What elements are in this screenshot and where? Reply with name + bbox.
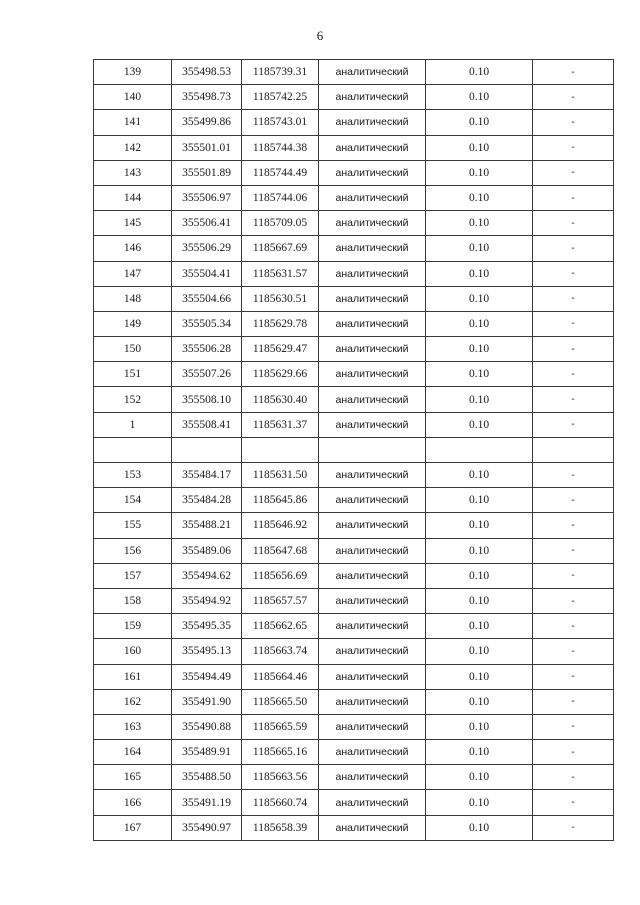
x-coordinate-cell: 355488.50: [172, 765, 242, 790]
x-coordinate-cell: 355504.66: [172, 286, 242, 311]
x-coordinate-cell: 355488.21: [172, 513, 242, 538]
accuracy-cell: 0.10: [426, 790, 533, 815]
method-cell: аналитический: [319, 563, 426, 588]
y-coordinate-cell: 1185744.06: [242, 185, 319, 210]
x-coordinate-cell: 355505.34: [172, 311, 242, 336]
point-number-cell: 157: [94, 563, 172, 588]
x-coordinate-cell: 355506.41: [172, 211, 242, 236]
table-row: [94, 236, 614, 261]
note-cell: -: [533, 488, 614, 513]
table-row: [94, 563, 614, 588]
table-row: [94, 488, 614, 513]
point-number-cell: 146: [94, 236, 172, 261]
method-cell: аналитический: [319, 110, 426, 135]
accuracy-cell: 0.10: [426, 588, 533, 613]
note-cell: -: [533, 362, 614, 387]
y-coordinate-cell: 1185631.50: [242, 463, 319, 488]
y-coordinate-cell: 1185743.01: [242, 110, 319, 135]
table-row: [94, 185, 614, 210]
x-coordinate-cell: 355501.89: [172, 160, 242, 185]
point-number-cell: 144: [94, 185, 172, 210]
accuracy-cell: 0.10: [426, 85, 533, 110]
note-cell: -: [533, 714, 614, 739]
accuracy-cell: 0.10: [426, 387, 533, 412]
table-row: [94, 614, 614, 639]
point-number-cell: 142: [94, 135, 172, 160]
accuracy-cell: 0.10: [426, 286, 533, 311]
table-row: [94, 765, 614, 790]
x-coordinate-cell: 355494.92: [172, 588, 242, 613]
x-coordinate-cell: 355491.19: [172, 790, 242, 815]
method-cell: аналитический: [319, 160, 426, 185]
note-cell: -: [533, 110, 614, 135]
method-cell: аналитический: [319, 815, 426, 840]
point-number-cell: 161: [94, 664, 172, 689]
table-row: [94, 513, 614, 538]
method-cell: аналитический: [319, 588, 426, 613]
accuracy-cell: 0.10: [426, 412, 533, 437]
table-row: [94, 337, 614, 362]
accuracy-cell: 0.10: [426, 740, 533, 765]
point-number-cell: 153: [94, 463, 172, 488]
method-cell: аналитический: [319, 387, 426, 412]
accuracy-cell: 0.10: [426, 463, 533, 488]
point-number-cell: 148: [94, 286, 172, 311]
method-cell: аналитический: [319, 639, 426, 664]
point-number-cell: 159: [94, 614, 172, 639]
method-cell: аналитический: [319, 513, 426, 538]
method-cell: аналитический: [319, 60, 426, 85]
x-coordinate-cell: 355484.28: [172, 488, 242, 513]
table-row: [94, 463, 614, 488]
point-number-cell: 141: [94, 110, 172, 135]
y-coordinate-cell: 1185665.59: [242, 714, 319, 739]
method-cell: аналитический: [319, 362, 426, 387]
table-row: [94, 211, 614, 236]
x-coordinate-cell: 355491.90: [172, 689, 242, 714]
point-number-cell: 150: [94, 337, 172, 362]
accuracy-cell: 0.10: [426, 488, 533, 513]
y-coordinate-cell: 1185629.66: [242, 362, 319, 387]
y-coordinate-cell: 1185663.74: [242, 639, 319, 664]
table-row: [94, 110, 614, 135]
method-cell: аналитический: [319, 412, 426, 437]
note-cell: -: [533, 412, 614, 437]
accuracy-cell: 0.10: [426, 714, 533, 739]
note-cell: -: [533, 236, 614, 261]
y-coordinate-cell: 1185658.39: [242, 815, 319, 840]
x-coordinate-cell: 355495.35: [172, 614, 242, 639]
note-cell: -: [533, 740, 614, 765]
note-cell: -: [533, 463, 614, 488]
note-cell: -: [533, 588, 614, 613]
y-coordinate-cell: 1185631.37: [242, 412, 319, 437]
point-number-cell: 167: [94, 815, 172, 840]
point-number-cell: 163: [94, 714, 172, 739]
y-coordinate-cell: 1185742.25: [242, 85, 319, 110]
method-cell: аналитический: [319, 740, 426, 765]
accuracy-cell: 0.10: [426, 160, 533, 185]
accuracy-cell: 0.10: [426, 815, 533, 840]
method-cell: [319, 437, 426, 462]
accuracy-cell: 0.10: [426, 513, 533, 538]
method-cell: аналитический: [319, 538, 426, 563]
method-cell: аналитический: [319, 614, 426, 639]
y-coordinate-cell: 1185657.57: [242, 588, 319, 613]
note-cell: -: [533, 337, 614, 362]
method-cell: аналитический: [319, 463, 426, 488]
point-number-cell: 154: [94, 488, 172, 513]
x-coordinate-cell: 355508.41: [172, 412, 242, 437]
x-coordinate-cell: 355507.26: [172, 362, 242, 387]
accuracy-cell: 0.10: [426, 563, 533, 588]
note-cell: -: [533, 639, 614, 664]
table-row: [94, 286, 614, 311]
table-row: [94, 714, 614, 739]
point-number-cell: 147: [94, 261, 172, 286]
point-number-cell: 143: [94, 160, 172, 185]
method-cell: аналитический: [319, 135, 426, 160]
note-cell: -: [533, 387, 614, 412]
x-coordinate-cell: 355490.97: [172, 815, 242, 840]
y-coordinate-cell: 1185744.49: [242, 160, 319, 185]
accuracy-cell: 0.10: [426, 311, 533, 336]
y-coordinate-cell: 1185664.46: [242, 664, 319, 689]
method-cell: аналитический: [319, 85, 426, 110]
y-coordinate-cell: 1185631.57: [242, 261, 319, 286]
x-coordinate-cell: 355508.10: [172, 387, 242, 412]
y-coordinate-cell: 1185629.47: [242, 337, 319, 362]
note-cell: -: [533, 60, 614, 85]
point-number-cell: 158: [94, 588, 172, 613]
table-row: [94, 790, 614, 815]
table-row: [94, 160, 614, 185]
x-coordinate-cell: [172, 437, 242, 462]
point-number-cell: 155: [94, 513, 172, 538]
method-cell: аналитический: [319, 311, 426, 336]
table-row: [94, 538, 614, 563]
note-cell: -: [533, 286, 614, 311]
point-number-cell: 164: [94, 740, 172, 765]
accuracy-cell: 0.10: [426, 236, 533, 261]
point-number-cell: 156: [94, 538, 172, 563]
note-cell: -: [533, 211, 614, 236]
page-number: 6: [316, 28, 324, 43]
x-coordinate-cell: 355484.17: [172, 463, 242, 488]
y-coordinate-cell: 1185663.56: [242, 765, 319, 790]
table-row: [94, 135, 614, 160]
point-number-cell: 152: [94, 387, 172, 412]
table-row: [94, 60, 614, 85]
point-number-cell: [94, 437, 172, 462]
y-coordinate-cell: [242, 437, 319, 462]
note-cell: -: [533, 664, 614, 689]
accuracy-cell: 0.10: [426, 337, 533, 362]
y-coordinate-cell: 1185739.31: [242, 60, 319, 85]
accuracy-cell: 0.10: [426, 110, 533, 135]
point-number-cell: 166: [94, 790, 172, 815]
note-cell: -: [533, 185, 614, 210]
y-coordinate-cell: 1185665.50: [242, 689, 319, 714]
method-cell: аналитический: [319, 488, 426, 513]
point-number-cell: 165: [94, 765, 172, 790]
note-cell: -: [533, 790, 614, 815]
table-row: [94, 387, 614, 412]
x-coordinate-cell: 355504.41: [172, 261, 242, 286]
point-number-cell: 151: [94, 362, 172, 387]
method-cell: аналитический: [319, 337, 426, 362]
coordinates-table: [93, 59, 614, 841]
table-row: [94, 588, 614, 613]
table-row: [94, 362, 614, 387]
x-coordinate-cell: 355495.13: [172, 639, 242, 664]
note-cell: -: [533, 563, 614, 588]
x-coordinate-cell: 355498.53: [172, 60, 242, 85]
y-coordinate-cell: 1185662.65: [242, 614, 319, 639]
y-coordinate-cell: 1185660.74: [242, 790, 319, 815]
table-row: [94, 261, 614, 286]
note-cell: [533, 437, 614, 462]
x-coordinate-cell: 355501.01: [172, 135, 242, 160]
note-cell: -: [533, 614, 614, 639]
coordinates-table-body: [94, 60, 614, 841]
x-coordinate-cell: 355489.91: [172, 740, 242, 765]
table-row: [94, 437, 614, 462]
table-row: [94, 815, 614, 840]
note-cell: -: [533, 160, 614, 185]
note-cell: -: [533, 85, 614, 110]
accuracy-cell: 0.10: [426, 689, 533, 714]
method-cell: аналитический: [319, 790, 426, 815]
y-coordinate-cell: 1185709.05: [242, 211, 319, 236]
note-cell: -: [533, 311, 614, 336]
x-coordinate-cell: 355506.28: [172, 337, 242, 362]
note-cell: -: [533, 815, 614, 840]
table-row: [94, 740, 614, 765]
method-cell: аналитический: [319, 286, 426, 311]
y-coordinate-cell: 1185630.40: [242, 387, 319, 412]
y-coordinate-cell: 1185665.16: [242, 740, 319, 765]
note-cell: -: [533, 765, 614, 790]
x-coordinate-cell: 355499.86: [172, 110, 242, 135]
accuracy-cell: 0.10: [426, 639, 533, 664]
accuracy-cell: 0.10: [426, 261, 533, 286]
x-coordinate-cell: 355506.29: [172, 236, 242, 261]
method-cell: аналитический: [319, 185, 426, 210]
x-coordinate-cell: 355494.49: [172, 664, 242, 689]
point-number-cell: 145: [94, 211, 172, 236]
x-coordinate-cell: 355489.06: [172, 538, 242, 563]
y-coordinate-cell: 1185647.68: [242, 538, 319, 563]
x-coordinate-cell: 355494.62: [172, 563, 242, 588]
y-coordinate-cell: 1185645.86: [242, 488, 319, 513]
point-number-cell: 139: [94, 60, 172, 85]
accuracy-cell: 0.10: [426, 362, 533, 387]
table-row: [94, 311, 614, 336]
accuracy-cell: 0.10: [426, 538, 533, 563]
accuracy-cell: 0.10: [426, 185, 533, 210]
y-coordinate-cell: 1185630.51: [242, 286, 319, 311]
method-cell: аналитический: [319, 664, 426, 689]
note-cell: -: [533, 135, 614, 160]
point-number-cell: 162: [94, 689, 172, 714]
note-cell: -: [533, 689, 614, 714]
accuracy-cell: 0.10: [426, 135, 533, 160]
table-row: [94, 412, 614, 437]
method-cell: аналитический: [319, 689, 426, 714]
x-coordinate-cell: 355506.97: [172, 185, 242, 210]
method-cell: аналитический: [319, 765, 426, 790]
point-number-cell: 149: [94, 311, 172, 336]
y-coordinate-cell: 1185646.92: [242, 513, 319, 538]
table-row: [94, 85, 614, 110]
accuracy-cell: 0.10: [426, 664, 533, 689]
accuracy-cell: 0.10: [426, 211, 533, 236]
point-number-cell: 1: [94, 412, 172, 437]
y-coordinate-cell: 1185656.69: [242, 563, 319, 588]
y-coordinate-cell: 1185744.38: [242, 135, 319, 160]
accuracy-cell: 0.10: [426, 614, 533, 639]
method-cell: аналитический: [319, 714, 426, 739]
note-cell: -: [533, 538, 614, 563]
note-cell: -: [533, 513, 614, 538]
x-coordinate-cell: 355498.73: [172, 85, 242, 110]
table-row: [94, 664, 614, 689]
method-cell: аналитический: [319, 211, 426, 236]
table-row: [94, 689, 614, 714]
method-cell: аналитический: [319, 236, 426, 261]
note-cell: -: [533, 261, 614, 286]
x-coordinate-cell: 355490.88: [172, 714, 242, 739]
table-row: [94, 639, 614, 664]
y-coordinate-cell: 1185629.78: [242, 311, 319, 336]
method-cell: аналитический: [319, 261, 426, 286]
point-number-cell: 160: [94, 639, 172, 664]
y-coordinate-cell: 1185667.69: [242, 236, 319, 261]
accuracy-cell: [426, 437, 533, 462]
point-number-cell: 140: [94, 85, 172, 110]
accuracy-cell: 0.10: [426, 765, 533, 790]
accuracy-cell: 0.10: [426, 60, 533, 85]
